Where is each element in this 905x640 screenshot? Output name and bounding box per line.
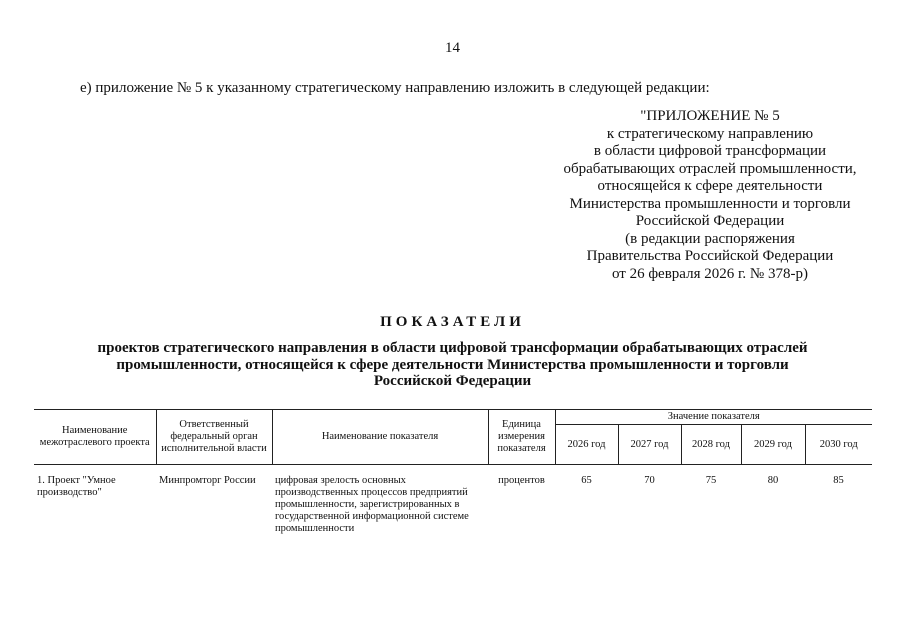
table-row	[34, 465, 872, 536]
subtitle-line: промышленности, относящейся к сфере деятельности Министерства промышленности и торговли	[116, 356, 789, 373]
header-year: 2029 год	[741, 425, 805, 465]
appendix-line: Российской Федерации	[635, 213, 785, 229]
header-indicator: Наименование показателя	[272, 410, 488, 465]
cell-unit: процентов	[498, 475, 545, 486]
appendix-line: "ПРИЛОЖЕНИЕ № 5	[640, 108, 780, 124]
cell-authority: Минпромторг России	[159, 475, 256, 486]
header-project: Наименование межотраслевого проекта	[34, 410, 156, 465]
appendix-line: (в редакции распоряжения	[625, 230, 795, 247]
document-title: ПОКАЗАТЕЛИ	[380, 314, 525, 330]
indicators-table	[34, 409, 872, 535]
cell-value-2028: 75	[705, 475, 717, 486]
appendix-line: от 26 февраля 2026 г. № 378-р)	[611, 265, 808, 282]
cell-value-2026: 65	[581, 475, 592, 486]
appendix-line: Министерства промышленности и торговли	[569, 195, 851, 212]
header-year: 2030 год	[805, 425, 872, 465]
appendix-line: в области цифровой трансформации	[593, 143, 827, 159]
cell-indicator: цифровая зрелость основных производственных процессов предприятий промышленности, зарегистрированных в государственной информационной системе промышленности	[275, 475, 469, 534]
subtitle-line: Российской Федерации	[373, 373, 532, 389]
header-year: 2026 год	[555, 425, 618, 465]
appendix-header	[545, 108, 875, 283]
appendix-line: обрабатывающих отраслей промышленности,	[563, 160, 857, 177]
appendix-line: к стратегическому направлению	[606, 125, 814, 142]
intro-paragraph: е) приложение № 5 к указанному стратегическому направлению изложить в следующей редакции:	[80, 80, 710, 96]
header-value-group: Значение показателя	[555, 410, 872, 425]
header-year: 2027 год	[618, 425, 681, 465]
appendix-line: Правительства Российской Федерации	[586, 248, 834, 264]
cell-value-2027: 70	[644, 475, 655, 486]
subtitle-line: проектов стратегического направления в области цифровой трансформации обрабатывающих отраслей	[97, 340, 808, 356]
header-year: 2028 год	[681, 425, 741, 465]
appendix-line: относящейся к сфере деятельности	[597, 178, 823, 194]
cell-project: 1. Проект "Умное производство"	[37, 475, 116, 498]
header-authority: Ответственный федеральный орган исполнительной власти	[156, 410, 272, 465]
header-unit: Единица измерения показателя	[488, 410, 555, 465]
page-number: 14	[445, 40, 460, 56]
cell-value-2030: 85	[833, 475, 844, 486]
document-subtitle	[60, 340, 845, 390]
cell-value-2029: 80	[767, 475, 779, 486]
